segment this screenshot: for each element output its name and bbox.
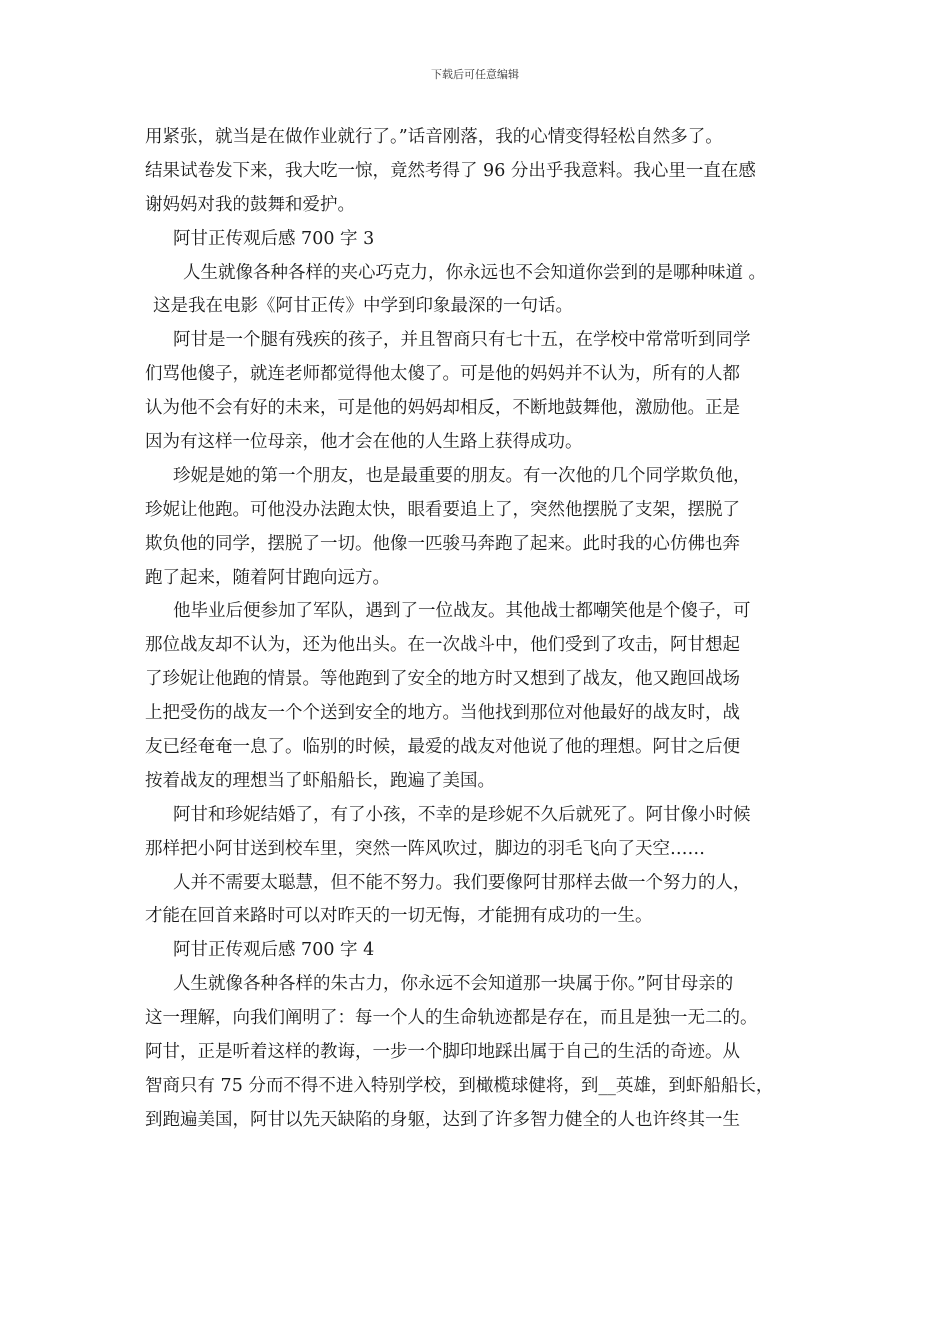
text-line: 人生就像各种各样的朱古力，你永远不会知道那一块属于你。”阿甘母亲的 bbox=[173, 974, 734, 995]
body-text bbox=[145, 121, 825, 1138]
text-line: 这一理解，向我们阐明了：每一个人的生命轨迹都是存在，而且是独一无二的。 bbox=[145, 1008, 758, 1029]
text-line: 这是我在电影《阿甘正传》中学到印象最深的一句话。 bbox=[153, 296, 573, 317]
text-line: 用紧张，就当是在做作业就行了。”话音刚落，我的心情变得轻松自然多了。 bbox=[145, 127, 723, 147]
text-line: 阿甘，正是听着这样的教诲，一步一个脚印地踩出属于自己的生活的奇迹。从 bbox=[145, 1042, 740, 1063]
text-line: 认为他不会有好的未来，可是他的妈妈却相反，不断地鼓舞他，激励他。正是 bbox=[145, 398, 740, 419]
page-header: 下载后可任意编辑 bbox=[431, 68, 519, 81]
text-line: 那样把小阿甘送到校车里，突然一阵风吹过，脚边的羽毛飞向了天空…… bbox=[145, 838, 705, 859]
text-line: 欺负他的同学，摆脱了一切。他像一匹骏马奔跑了起来。此时我的心仿佛也奔 bbox=[145, 533, 740, 554]
text-line: 那位战友却不认为，还为他出头。在一次战斗中，他们受到了攻击，阿甘想起 bbox=[145, 635, 740, 656]
text-line: 珍妮让他跑。可他没办法跑太快，眼看要追上了，突然他摆脱了支架，摆脱了 bbox=[145, 499, 740, 520]
text-line: 因为有这样一位母亲，他才会在他的人生路上获得成功。 bbox=[145, 432, 583, 453]
text-line: 人并不需要太聪慧，但不能不努力。我们要像阿甘那样去做一个努力的人， bbox=[173, 872, 751, 893]
text-line: 人生就像各种各样的夹心巧克力，你永远也不会知道你尝到的是哪种味道 。 bbox=[183, 262, 767, 283]
text-line: 智商只有 75 分而不得不进入特别学校，到橄榄球健将，到__英雄，到虾船船长， bbox=[145, 1075, 774, 1096]
section-heading: 阿甘正传观后感 700 字 4 bbox=[173, 940, 375, 961]
text-line: 到跑遍美国，阿甘以先天缺陷的身躯，达到了许多智力健全的人也许终其一生 bbox=[145, 1109, 740, 1130]
text-line: 才能在回首来路时可以对昨天的一切无悔，才能拥有成功的一生。 bbox=[145, 906, 653, 927]
text-line: 阿甘是一个腿有残疾的孩子，并且智商只有七十五，在学校中常常听到同学 bbox=[173, 330, 751, 351]
text-line: 按着战友的理想当了虾船船长，跑遍了美国。 bbox=[145, 770, 495, 791]
section-heading: 阿甘正传观后感 700 字 3 bbox=[173, 228, 375, 249]
text-line: 阿甘和珍妮结婚了，有了小孩，不幸的是珍妮不久后就死了。阿甘像小时候 bbox=[173, 804, 751, 825]
text-line: 他毕业后便参加了军队，遇到了一位战友。其他战士都嘲笑他是个傻子，可 bbox=[173, 601, 751, 622]
text-line: 了珍妮让他跑的情景。等他跑到了安全的地方时又想到了战友，他又跑回战场 bbox=[145, 669, 740, 690]
text-line: 结果试卷发下来，我大吃一惊，竟然考得了 96 分出乎我意料。我心里一直在感 bbox=[145, 160, 756, 181]
text-line: 们骂他傻子，就连老师都觉得他太傻了。可是他的妈妈并不认为，所有的人都 bbox=[145, 364, 740, 385]
text-line: 跑了起来，随着阿甘跑向远方。 bbox=[145, 567, 390, 588]
text-line: 谢妈妈对我的鼓舞和爱护。 bbox=[145, 194, 355, 215]
text-line: 珍妮是她的第一个朋友，也是最重要的朋友。有一次他的几个同学欺负他， bbox=[173, 465, 751, 486]
text-line: 上把受伤的战友一个个送到安全的地方。当他找到那位对他最好的战友时，战 bbox=[145, 703, 740, 724]
text-line: 友已经奄奄一息了。临别的时候，最爱的战友对他说了他的理想。阿甘之后便 bbox=[145, 737, 740, 758]
